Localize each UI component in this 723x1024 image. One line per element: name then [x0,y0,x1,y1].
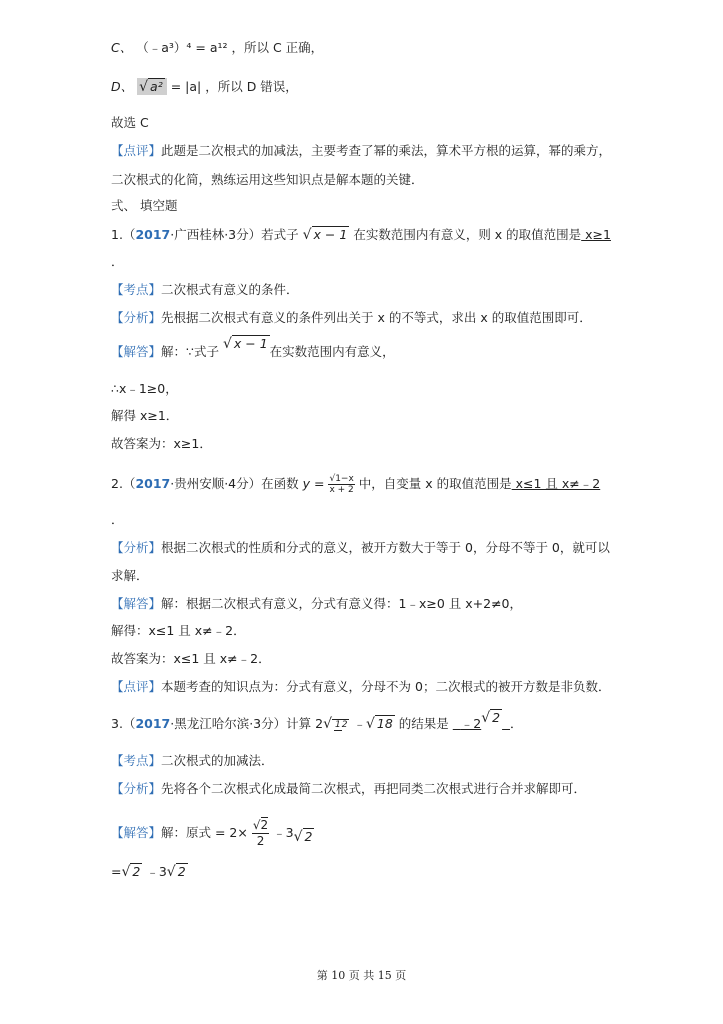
keypoint-text: 二次根式有意义的条件． [161,282,299,297]
q1-solution-radical: √ x − 1 [222,336,268,352]
solution-tag: 【解答】 [111,344,162,359]
q3-radical-half: √ 12 [323,716,348,732]
q1-step-3: 故答案为：x≥1． [111,436,212,451]
q3-radicand-18: 18 [376,716,393,731]
option-d-prefix: D、 [111,79,134,94]
analysis-text: 先根据二次根式有意义的条件列出关于 x 的不等式，求出 x 的取值范围即可． [161,310,592,325]
q1-solution-radicand: x − 1 [233,336,268,351]
question-3 [111,710,523,732]
q3-number: 3.（ [111,716,136,731]
q2-source: ·贵州安顺·4分）在函数 [170,476,299,491]
q1-source: ·广西桂林·3分）若式子 [170,227,299,242]
q3-solution-denominator: 2 [256,834,265,848]
review-text: 此题是二次根式的加减法，主要考查了幂的乘法，算术平方根的运算，幂的乘方， [161,143,612,158]
q3-minus: ﹣ [353,716,366,731]
q3-solution-numerator: √2 [252,818,269,832]
q3-answer-coef: ﹣2 [460,716,482,731]
q2-review [111,679,610,695]
q3-solution-radical: √ 2 [293,829,313,845]
option-d-equals: = |a| [170,79,202,94]
keypoint-tag: 【考点】 [111,282,162,297]
question-2 [111,474,600,495]
q2-number: 2.（ [111,476,136,491]
q3-step-2-radicand-2: 2 [177,864,186,879]
q1-radical: √ x − 1 [302,227,348,243]
review-tag: 【点评】 [111,143,162,158]
q3-source: ·黑龙江哈尔滨·3分）计算 [170,716,312,731]
q3-step-2 [111,863,188,880]
review-text: 本题考查的知识点为：分式有意义，分母不为 0；二次根式的被开方数是非负数． [161,679,611,694]
q2-step-1: 解得：x≤1 且 x≠﹣2． [111,623,246,638]
review-tag: 【点评】 [111,679,162,694]
solution-text-post: 在实数范围内有意义， [269,344,395,359]
q3-text: 的结果是 [398,716,449,731]
q1-analysis [111,310,592,326]
q3-step-2-radical-2: √ 2 [166,864,186,880]
q3-half-numerator: 1 [335,720,341,730]
choice-line: 故选 C [111,115,149,130]
q1-step-1: ∴x﹣1≥0， [111,381,178,396]
keypoint-tag: 【考点】 [111,753,162,768]
q3-answer [453,710,510,731]
q3-step-2-radical-1: √ 2 [121,864,141,880]
analysis-tag: 【分析】 [111,540,162,555]
q3-answer-radicand: 2 [492,710,501,725]
q3-keypoint [111,753,274,769]
q1-text: 在实数范围内有意义，则 x 的取值范围是 [353,227,582,242]
option-d-radicand: a² [150,79,163,94]
q2-fn-y: y = [302,476,325,491]
analysis-tag: 【分析】 [111,781,162,796]
q3-step-2-radicand-1: 2 [132,864,141,879]
question-1 [111,226,611,243]
q3-analysis [111,781,586,797]
analysis-text: 根据二次根式的性质和分式的意义，被开方数大于等于 0，分母不等于 0，就可以 [161,540,610,555]
analysis-tag: 【分析】 [111,310,162,325]
q3-solution-numerator-radicand: 2 [260,818,269,832]
q2-year: 2017 [135,476,171,491]
page-footer: 第 10 页 共 15 页 [316,969,407,982]
q1-answer: x≥1 [581,227,611,242]
option-c-expression: （﹣a³）⁴ = a¹² [136,40,228,55]
option-d-radical: √ a² [137,78,167,95]
solution-text: 解：∵式子 [161,344,219,359]
q2-fraction-denominator: x + 2 [329,485,354,495]
q3-solution-mid: ﹣3 [273,825,294,840]
q2-step-2: 故答案为：x≤1 且 x≠﹣2． [111,651,271,666]
solution-text: 解：根据二次根式有意义，分式有意义得：1﹣x≥0 且 x+2≠0， [161,596,522,611]
q1-number: 1.（ [111,227,136,242]
q2-answer: x≤1 且 x≠﹣2 [511,476,601,491]
q3-coefficient: 2 [315,716,324,731]
q2-analysis [111,540,610,556]
q3-solution-radicand: 2 [304,829,313,844]
q2-dot: ． [111,512,124,527]
solution-tag: 【解答】 [111,596,162,611]
option-c-prefix: C、 [111,40,133,55]
q1-year: 2017 [135,227,171,242]
q2-fraction [328,474,354,495]
q1-dot: ． [111,254,124,269]
option-c-text: ，所以 C 正确， [231,40,324,55]
q3-answer-radical: √ 2 [481,710,501,726]
q1-keypoint [111,282,299,298]
option-d-line [111,78,298,95]
option-c-line [111,40,323,56]
keypoint-text: 二次根式的加减法． [161,753,274,768]
q3-half-fraction [332,719,349,730]
solution-tag: 【解答】 [111,825,162,840]
q3-radical-18: √ 18 [365,716,393,732]
q1-step-2: 解得 x≥1． [111,408,179,423]
q3-solution [111,818,314,849]
solution-text: 解：原式 = 2× [161,825,248,840]
q3-solution-fraction [252,818,269,849]
q2-solution [111,596,522,612]
review-1-cont: 二次根式的化简，熟练运用这些知识点是解本题的关键． [111,172,424,187]
q1-solution [111,336,395,360]
analysis-text: 先将各个二次根式化成最简二次根式，再把同类二次根式进行合并求解即可． [161,781,587,796]
q2-fraction-numerator: √1−x [329,474,354,484]
q2-text: 中，自变量 x 的取值范围是 [358,476,512,491]
q3-step-2-equals: = [111,864,122,879]
review-1 [111,143,611,159]
q3-year: 2017 [135,716,171,731]
q1-radicand: x − 1 [313,227,348,242]
q2-analysis-cont: 求解． [111,568,149,583]
q3-half-denominator: 2 [341,720,348,730]
q3-step-2-mid: ﹣3 [146,864,167,879]
section-title: 弍、 填空题 [111,198,178,213]
option-d-text: ，所以 D 错误， [205,79,298,94]
q3-tail: ． [510,716,523,731]
